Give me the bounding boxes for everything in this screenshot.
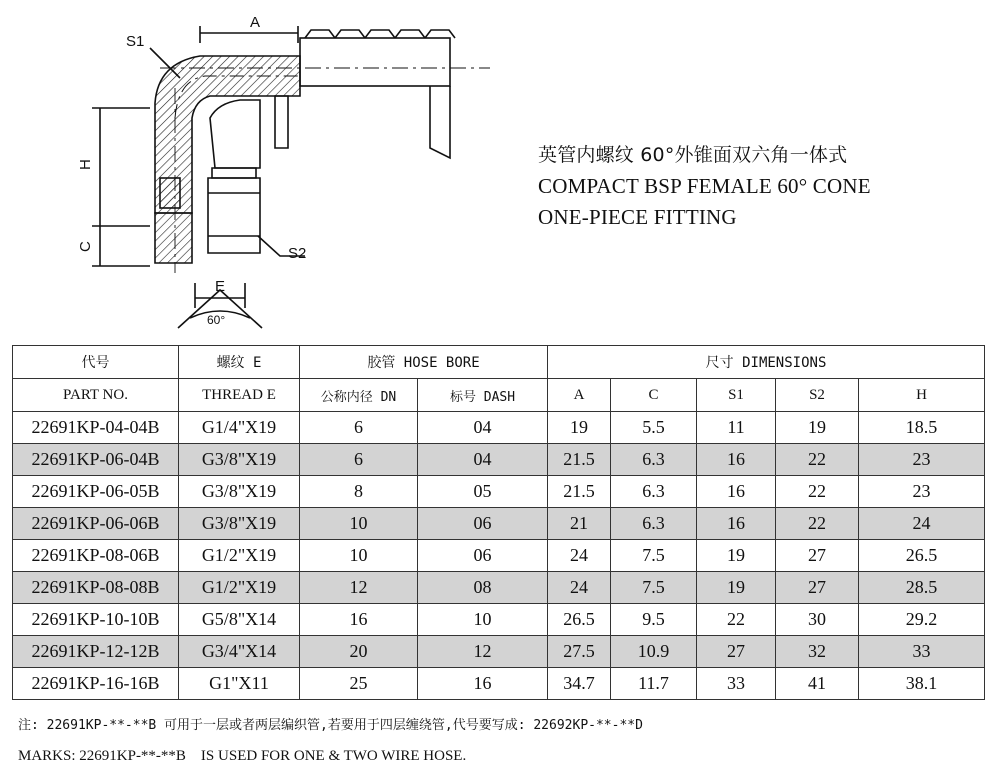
cell-dash: 08 (418, 572, 548, 604)
cell-dash: 05 (418, 476, 548, 508)
header-dimensions: 尺寸 DIMENSIONS (548, 346, 985, 379)
cell-part-no: 22691KP-08-08B (13, 572, 179, 604)
title-english-line1: COMPACT BSP FEMALE 60° CONE (538, 174, 871, 198)
cell-dn: 20 (300, 636, 418, 668)
fitting-drawing (40, 8, 490, 338)
cell-dn: 12 (300, 572, 418, 604)
header-part-zh: 代号 (13, 346, 179, 379)
cell-h: 28.5 (859, 572, 985, 604)
cell-c: 7.5 (611, 572, 697, 604)
table-header-row-1 (13, 346, 985, 379)
dimensions-table (12, 345, 985, 700)
cell-s2: 41 (776, 668, 859, 700)
cell-part-no: 22691KP-10-10B (13, 604, 179, 636)
header-thread-zh: 螺纹 E (179, 346, 300, 379)
table-row (13, 604, 985, 636)
cell-s2: 30 (776, 604, 859, 636)
header-a: A (548, 379, 611, 412)
cell-dn: 25 (300, 668, 418, 700)
header-hose-bore: 胶管 HOSE BORE (300, 346, 548, 379)
cell-s2: 22 (776, 476, 859, 508)
cell-s1: 19 (697, 572, 776, 604)
cell-part-no: 22691KP-08-06B (13, 540, 179, 572)
cell-dash: 12 (418, 636, 548, 668)
cell-part-no: 22691KP-04-04B (13, 412, 179, 444)
cell-c: 5.5 (611, 412, 697, 444)
cell-c: 11.7 (611, 668, 697, 700)
cell-part-no: 22691KP-06-04B (13, 444, 179, 476)
table-row (13, 668, 985, 700)
cell-s2: 27 (776, 572, 859, 604)
cell-h: 23 (859, 476, 985, 508)
cell-dn: 16 (300, 604, 418, 636)
cell-thread: G3/8"X19 (179, 476, 300, 508)
cell-s1: 19 (697, 540, 776, 572)
cell-s1: 11 (697, 412, 776, 444)
cell-s2: 27 (776, 540, 859, 572)
cell-h: 24 (859, 508, 985, 540)
cell-s1: 27 (697, 636, 776, 668)
header-s1: S1 (697, 379, 776, 412)
cell-thread: G3/4"X14 (179, 636, 300, 668)
table-header-row-2 (13, 379, 985, 412)
cell-dash: 06 (418, 508, 548, 540)
table-row (13, 572, 985, 604)
note-chinese: 注: 22691KP-**-**B 可用于一层或者两层编织管,若要用于四层缠绕管,代号要写成: 22692KP-**-**D (18, 718, 643, 733)
header-part-no: PART NO. (13, 379, 179, 412)
header-dash: 标号 DASH (418, 379, 548, 412)
cell-c: 6.3 (611, 508, 697, 540)
header-dn: 公称内径 DN (300, 379, 418, 412)
cell-dn: 6 (300, 412, 418, 444)
cell-part-no: 22691KP-06-05B (13, 476, 179, 508)
table-row (13, 540, 985, 572)
table-row (13, 636, 985, 668)
dim-e-label: E (215, 278, 226, 295)
cell-a: 21.5 (548, 476, 611, 508)
dim-s2-label: S2 (288, 245, 307, 262)
cell-dn: 8 (300, 476, 418, 508)
cell-part-no: 22691KP-16-16B (13, 668, 179, 700)
table-row (13, 508, 985, 540)
dim-c-label: C (77, 241, 94, 252)
cell-dn: 6 (300, 444, 418, 476)
cell-thread: G1/2"X19 (179, 540, 300, 572)
note-marks: MARKS: 22691KP-**-**B IS USED FOR ONE & TWO WIRE HOSE. (18, 748, 467, 764)
cell-s2: 32 (776, 636, 859, 668)
header-s2: S2 (776, 379, 859, 412)
cell-thread: G1/4"X19 (179, 412, 300, 444)
cell-h: 26.5 (859, 540, 985, 572)
cell-dn: 10 (300, 540, 418, 572)
cell-thread: G1"X11 (179, 668, 300, 700)
cell-a: 21.5 (548, 444, 611, 476)
cell-c: 9.5 (611, 604, 697, 636)
dim-h-label: H (77, 159, 94, 170)
cell-h: 18.5 (859, 412, 985, 444)
cell-s1: 16 (697, 444, 776, 476)
cell-thread: G5/8"X14 (179, 604, 300, 636)
dim-a-label: A (250, 14, 261, 31)
cell-s2: 22 (776, 508, 859, 540)
cell-h: 29.2 (859, 604, 985, 636)
title-english-line2: ONE-PIECE FITTING (538, 205, 737, 229)
cell-h: 23 (859, 444, 985, 476)
cell-s1: 16 (697, 508, 776, 540)
header-thread: THREAD E (179, 379, 300, 412)
cell-c: 10.9 (611, 636, 697, 668)
table-row (13, 444, 985, 476)
cell-s1: 16 (697, 476, 776, 508)
cell-a: 21 (548, 508, 611, 540)
title-chinese: 英管内螺纹 60°外锥面双六角一体式 (538, 144, 848, 166)
table-row (13, 412, 985, 444)
cell-s2: 19 (776, 412, 859, 444)
cell-c: 7.5 (611, 540, 697, 572)
header-c: C (611, 379, 697, 412)
cell-dash: 04 (418, 412, 548, 444)
cell-a: 34.7 (548, 668, 611, 700)
cell-dash: 10 (418, 604, 548, 636)
header-h: H (859, 379, 985, 412)
cell-dash: 16 (418, 668, 548, 700)
cell-c: 6.3 (611, 476, 697, 508)
cell-a: 24 (548, 572, 611, 604)
cell-s1: 33 (697, 668, 776, 700)
cell-a: 19 (548, 412, 611, 444)
cell-a: 26.5 (548, 604, 611, 636)
notes (18, 714, 988, 765)
cell-s1: 22 (697, 604, 776, 636)
cell-dash: 06 (418, 540, 548, 572)
cell-thread: G3/8"X19 (179, 508, 300, 540)
cell-part-no: 22691KP-06-06B (13, 508, 179, 540)
cell-s2: 22 (776, 444, 859, 476)
cell-a: 27.5 (548, 636, 611, 668)
cell-dash: 04 (418, 444, 548, 476)
cell-thread: G1/2"X19 (179, 572, 300, 604)
cell-h: 38.1 (859, 668, 985, 700)
cell-a: 24 (548, 540, 611, 572)
cell-c: 6.3 (611, 444, 697, 476)
cell-dn: 10 (300, 508, 418, 540)
cell-part-no: 22691KP-12-12B (13, 636, 179, 668)
dim-s1-label: S1 (126, 33, 145, 50)
cone-angle-label: 60° (207, 313, 226, 327)
table-row (13, 476, 985, 508)
cell-thread: G3/8"X19 (179, 444, 300, 476)
product-title (538, 140, 978, 233)
cell-h: 33 (859, 636, 985, 668)
